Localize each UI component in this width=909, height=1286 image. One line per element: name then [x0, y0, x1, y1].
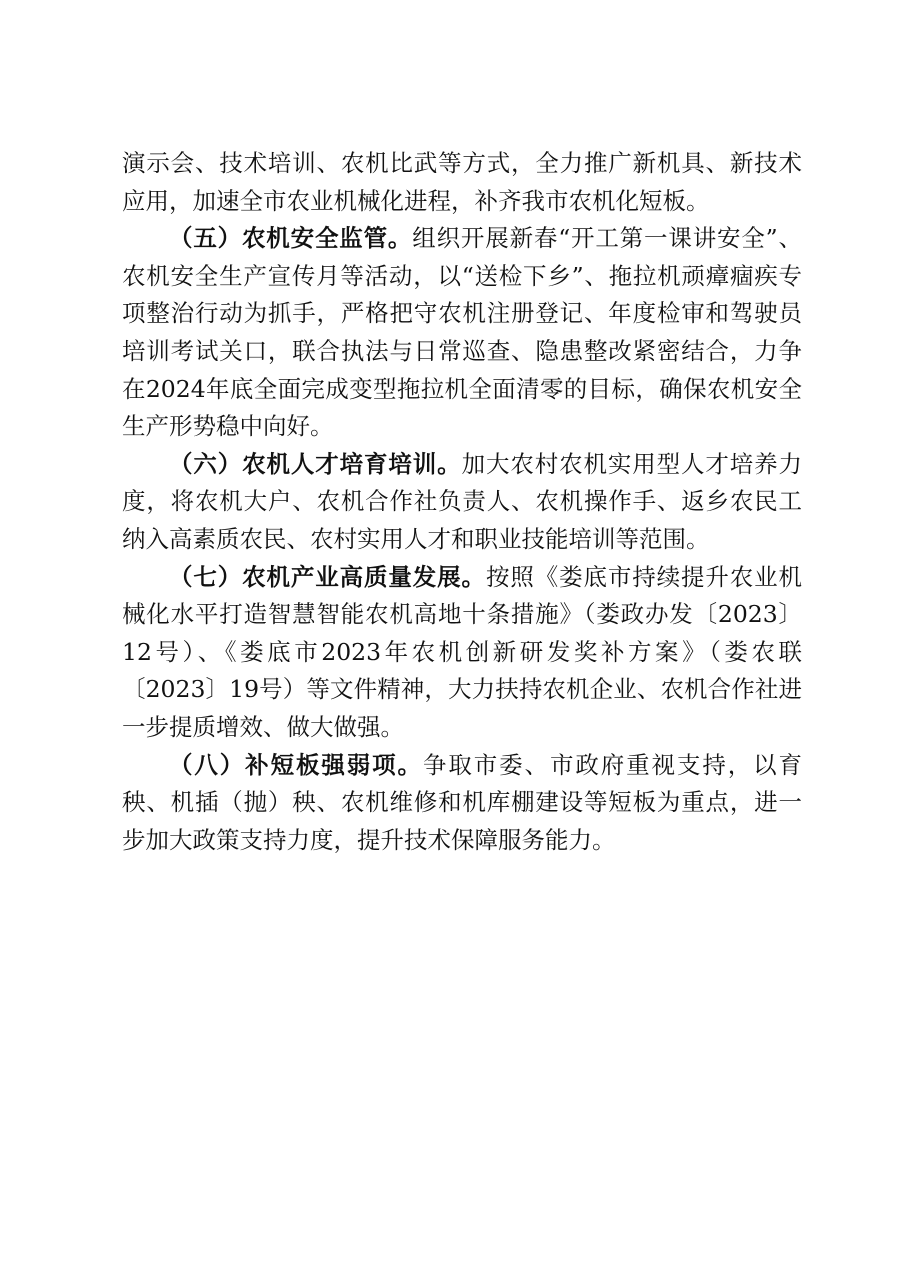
paragraph-section-8 — [122, 747, 802, 860]
section-heading: （八）补短板强弱项。 — [169, 750, 423, 779]
paragraph-section-6 — [122, 446, 802, 559]
paragraph-body: 加大农村农机实用型人才培养力度，将农机大户、农机合作社负责人、农机操作手、返乡农民工纳入高素质农民、农村实用人才和职业技能培训等范围。 — [122, 449, 803, 553]
document-body — [122, 145, 802, 859]
paragraph-body: 组织开展新春“开工第一课讲安全”、农机安全生产宣传月等活动，以“送检下乡”、拖拉机顽瘴痼疾专项整治行动为抓手，严格把守农机注册登记、年度检审和驾驶员培训考试关口，联合执法与日常巡查、隐患整改紧密结合，力争在2024年底全面完成变型拖拉机全面清零的目标，确保农机安全生产形势稳中向好。 — [122, 224, 803, 441]
section-heading: （六）农机人才培育培训。 — [169, 449, 462, 478]
paragraph-section-5 — [122, 220, 802, 446]
section-heading: （七）农机产业高质量发展。 — [169, 562, 486, 591]
paragraph-body: 演示会、技术培训、农机比武等方式，全力推广新机具、新技术应用，加速全市农业机械化进程，补齐我市农机化短板。 — [122, 149, 802, 215]
paragraph-section-7 — [122, 559, 802, 747]
paragraph-body: 争取市委、市政府重视支持，以育秧、机插（抛）秧、农机维修和机库棚建设等短板为重点，进一步加大政策支持力度，提升技术保障服务能力。 — [122, 750, 803, 854]
paragraph-body: 按照《娄底市持续提升农业机械化水平打造智慧智能农机高地十条措施》（娄政办发〔2023〕12号）、《娄底市2023年农机创新研发奖补方案》（娄农联〔2023〕19号）等文件精神，大力扶持农机企业、农机合作社进一步提质增效、做大做强。 — [122, 562, 803, 741]
paragraph-continuation — [122, 145, 802, 220]
section-heading: （五）农机安全监管。 — [169, 224, 413, 253]
